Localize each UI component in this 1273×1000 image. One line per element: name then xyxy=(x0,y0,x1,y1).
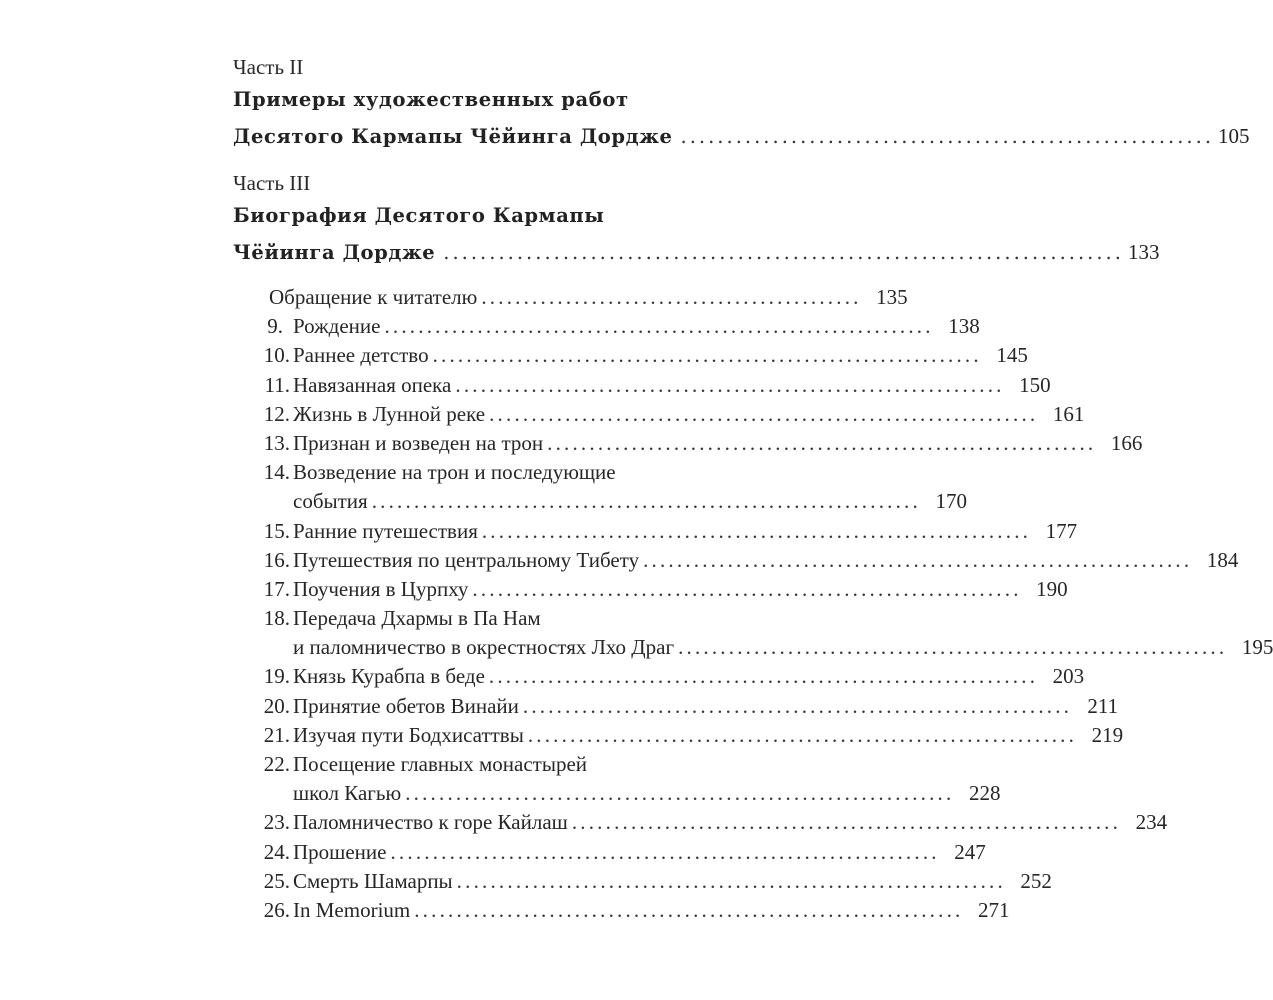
dot-leader: ................................................................. xyxy=(571,810,1122,835)
part-title-line: Примеры художественных работ xyxy=(233,88,629,111)
toc-entry xyxy=(233,546,1239,575)
chapter-number: 25. xyxy=(263,868,290,893)
toc-entry-intro xyxy=(233,283,908,312)
toc-entry-page: 145 xyxy=(996,343,1028,368)
part-title-line: Чёйинга Дордже xyxy=(233,241,436,264)
part-3-heading xyxy=(233,168,1160,270)
toc-entry-page: 184 xyxy=(1206,547,1239,572)
toc-entry xyxy=(233,721,1124,750)
dot-leader: ................................................................. xyxy=(432,343,982,368)
toc-entry xyxy=(233,838,986,867)
dot-leader: ................................................................. xyxy=(405,781,955,806)
toc-entry-page: 135 xyxy=(876,285,908,309)
dot-leader: ................................................................. xyxy=(488,664,1039,689)
toc-entry-page: 195 xyxy=(1241,635,1273,660)
toc-entry xyxy=(233,429,1143,458)
toc-entry xyxy=(233,458,813,487)
toc-entry-title: Паломничество к горе Кайлаш xyxy=(293,810,568,835)
toc-entry-title: Принятие обетов Винайи xyxy=(293,693,519,718)
toc-entry-title: Ранние путешествия xyxy=(293,518,478,543)
toc-entry-page: 166 xyxy=(1110,430,1143,455)
toc-entry xyxy=(233,692,1119,721)
toc-entry xyxy=(233,662,1085,691)
toc-entry xyxy=(233,312,980,341)
dot-leader: ................................................................. xyxy=(678,635,1228,660)
dot-leader: ................................................................. xyxy=(547,430,1097,455)
toc-entry xyxy=(233,750,813,779)
toc-entry-continuation xyxy=(233,487,967,516)
chapter-number: 22. xyxy=(263,752,290,776)
chapter-number: 14. xyxy=(263,460,290,485)
toc-entry-title: Изучая пути Бодхисаттвы xyxy=(293,722,524,747)
toc-entry-title: Поучения в Цурпху xyxy=(293,576,469,601)
toc-entry-page: 211 xyxy=(1087,693,1119,718)
toc-entry-page: 203 xyxy=(1052,664,1085,689)
chapter-number: 21. xyxy=(263,722,290,747)
toc-entry-title: Навязанная опека xyxy=(293,372,452,397)
toc-entry xyxy=(233,575,1068,604)
toc-entry xyxy=(233,808,1168,837)
toc-entry-title: Обращение к читателю xyxy=(269,285,478,309)
toc-entry-title: In Memorium xyxy=(293,897,411,922)
toc-entry-title: и паломничество в окрестностях Лхо Драг xyxy=(293,635,675,660)
dot-leader: ............................................. xyxy=(481,285,862,309)
toc-entry-title: Возведение на трон и последующие xyxy=(293,460,616,485)
dot-leader: ................................................................. xyxy=(643,547,1193,572)
toc-entry xyxy=(233,341,1028,370)
chapter-number: 18. xyxy=(263,606,290,631)
toc-entry-title: Признан и возведен на трон xyxy=(293,430,544,455)
toc-entry-page: 234 xyxy=(1135,810,1168,835)
toc-list xyxy=(233,283,1273,925)
part-label: Часть III xyxy=(233,171,311,195)
dot-leader: ................................................................. xyxy=(384,314,934,339)
toc-entry-page: 271 xyxy=(977,897,1010,922)
chapter-number: 17. xyxy=(263,576,290,601)
toc-entry-page: 228 xyxy=(968,781,1001,806)
toc-entry xyxy=(233,517,1078,546)
toc-entry-page: 161 xyxy=(1052,401,1085,426)
toc-entry-title: Раннее детство xyxy=(293,343,429,368)
dot-leader: ................................................................. xyxy=(489,401,1039,426)
toc-entry xyxy=(233,371,1051,400)
toc-entry-page: 247 xyxy=(954,839,986,864)
chapter-number: 26. xyxy=(263,897,290,922)
toc-entry-title: Смерть Шамарпы xyxy=(293,868,453,893)
chapter-number: 13. xyxy=(263,430,290,455)
toc-entry-title: Князь Курабпа в беде xyxy=(293,664,485,689)
toc-entry-page: 170 xyxy=(935,489,967,514)
toc-entry-title: Жизнь в Лунной реке xyxy=(293,401,486,426)
toc-entry-title: события xyxy=(293,489,368,514)
chapter-number: 10. xyxy=(263,343,290,368)
toc-entry-page: 138 xyxy=(948,314,980,339)
toc-entry xyxy=(233,604,813,633)
dot-leader: .......................................................... xyxy=(680,125,1215,148)
dot-leader: ................................................................. xyxy=(456,868,1006,893)
toc-entry-page: 177 xyxy=(1045,518,1078,543)
dot-leader: ................................................................. xyxy=(481,518,1032,543)
toc-entry-title: Путешествия по центральному Тибету xyxy=(293,547,640,572)
part-title-line-with-page xyxy=(233,118,1250,154)
chapter-number: 16. xyxy=(263,547,290,572)
toc-entry-title: Посещение главных монастырей xyxy=(293,752,587,776)
dot-leader: ................................................................. xyxy=(455,372,1005,397)
toc-entry-title: школ Кагью xyxy=(293,781,402,806)
page-number: 133 xyxy=(1127,240,1160,264)
chapter-number: 20. xyxy=(263,693,290,718)
part-2-heading xyxy=(233,52,1250,154)
dot-leader: ................................................................. xyxy=(371,489,921,514)
part-title-line: Десятого Кармапы Чёйинга Дордже xyxy=(233,125,673,148)
chapter-number: 19. xyxy=(263,664,290,689)
dot-leader: ................................................................. xyxy=(522,693,1073,718)
dot-leader: ................................................................. xyxy=(527,722,1078,747)
toc-entry-continuation xyxy=(233,779,1001,808)
toc-entry-page: 219 xyxy=(1091,722,1124,747)
part-label: Часть II xyxy=(233,55,304,79)
dot-leader: ................................................................. xyxy=(472,576,1022,601)
toc-entry-page: 150 xyxy=(1019,372,1051,397)
part-title-line-with-page xyxy=(233,234,1160,270)
toc-entry-page: 190 xyxy=(1036,576,1068,601)
part-title-line: Биография Десятого Кармапы xyxy=(233,204,605,227)
page-number: 105 xyxy=(1218,124,1250,148)
chapter-number: 11. xyxy=(264,372,290,397)
toc-entry-page: 252 xyxy=(1020,868,1052,893)
dot-leader: ................................................................. xyxy=(390,839,940,864)
chapter-number: 9. xyxy=(267,314,283,339)
toc-entry xyxy=(233,867,1052,896)
toc-entry xyxy=(233,400,1085,429)
chapter-number: 15. xyxy=(263,518,290,543)
toc-entry-continuation xyxy=(233,633,1273,662)
toc-entry-title: Передача Дхармы в Па Нам xyxy=(293,606,541,631)
chapter-number: 23. xyxy=(263,810,290,835)
toc-entry-title: Прошение xyxy=(293,839,387,864)
chapter-number: 12. xyxy=(263,401,290,426)
chapter-number: 24. xyxy=(263,839,290,864)
toc-entry-title: Рождение xyxy=(293,314,381,339)
toc-entry xyxy=(233,896,1010,925)
dot-leader: .......................................................................... xyxy=(443,241,1124,264)
dot-leader: ................................................................. xyxy=(414,897,964,922)
